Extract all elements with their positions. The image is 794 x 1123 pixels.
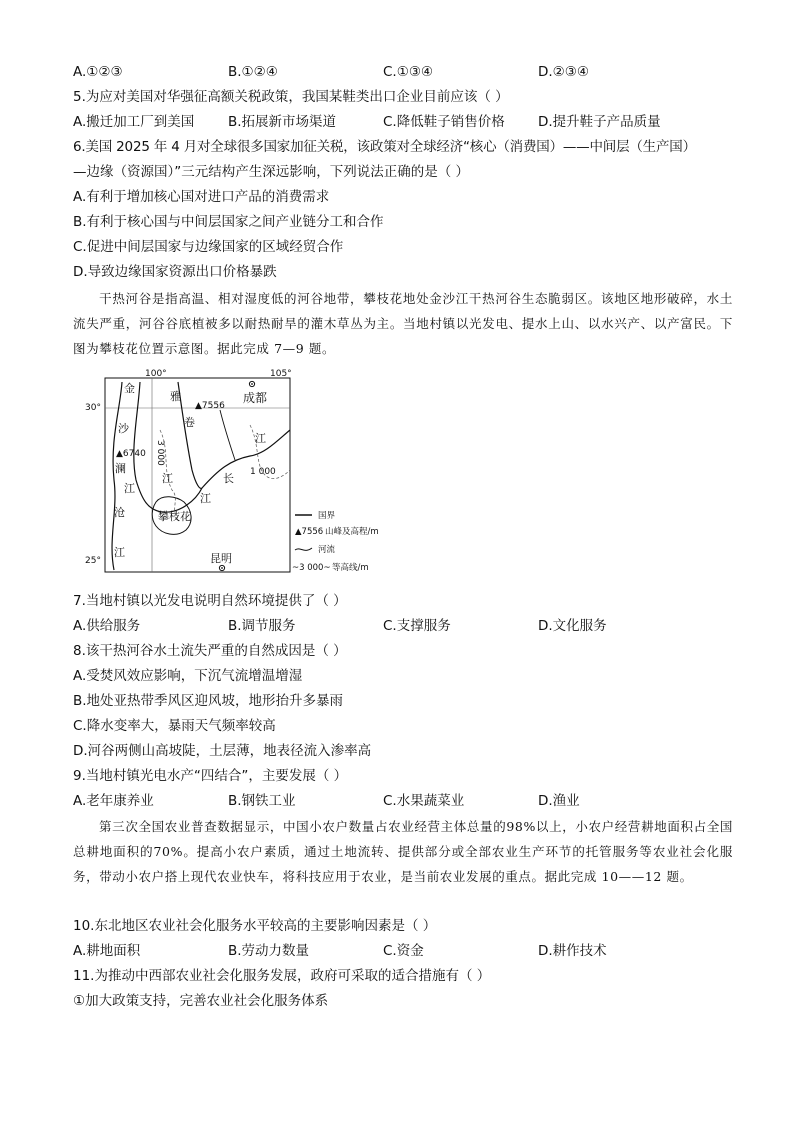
river-lancang: [112, 382, 122, 570]
q4-option-a: A.①②③: [73, 64, 123, 80]
peak-6740: ▲6740: [116, 449, 146, 459]
lat-label-30: 30°: [85, 403, 101, 413]
q4-option-d: D.②③④: [538, 64, 589, 80]
legend-peak: 山峰及高程/m: [325, 527, 379, 537]
river-char-sha: 沙: [118, 422, 129, 435]
label-kunming: 昆明: [210, 552, 232, 565]
q5-option-a: A.搬迁加工厂到美国: [73, 114, 195, 130]
passage-panzhihua: [73, 286, 733, 361]
q11-stem: 11.为推动中西部农业社会化服务发展，政府可采取的适合措施有（ ）: [73, 968, 491, 984]
q6-option-b: B.有利于核心国与中间层国家之间产业链分工和合作: [73, 214, 384, 230]
river-char-lan: 澜: [115, 462, 126, 475]
q10-option-b: B.劳动力数量: [228, 943, 310, 959]
panzhihua-location-map: [85, 369, 400, 580]
river-jinsha: [134, 382, 202, 512]
river-tributary: [220, 410, 235, 460]
q9-option-b: B.钢铁工业: [228, 793, 296, 809]
legend-contour: 等高线/m: [332, 563, 369, 573]
river-yalong: [178, 382, 202, 488]
q8-option-a: A.受焚风效应影响，下沉气流增温增湿: [73, 668, 303, 684]
q4-option-b: B.①②④: [228, 64, 278, 80]
river-char-ya: 雅: [170, 390, 181, 403]
q6-stem-line2: —边缘（资源国）”三元结构产生深远影响，下列说法正确的是（ ）: [73, 164, 470, 180]
passage-agriculture-text: 第三次全国农业普查数据显示，中国小农户数量占农业经营主体总量的98%以上，小农户经营耕地面积占全国总耕地面积的70%。提高小农户素质，通过土地流转、提供部分或全部农业生产环节的托管服务等农业社会化服务，带动小农户搭上现代农业快车，将科技应用于农业，是当前农业发展的重点。据此完成 10——12 题。: [73, 819, 733, 884]
legend-peak-symbol: ▲7556: [295, 527, 324, 537]
river-char-juan: 卷: [184, 416, 195, 429]
q6-stem-line1: 6.美国 2025 年 4 月对全球很多国家加征关税，该政策对全球经济“核心（消费国）——中间层（生产国）: [73, 139, 696, 155]
lon-label-100: 100°: [145, 369, 167, 379]
q9-option-a: A.老年康养业: [73, 793, 154, 809]
passage-panzhihua-text: 干热河谷是指高温、相对湿度低的河谷地带，攀枝花地处金沙江干热河谷生态脆弱区。该地区地形破碎，水土流失严重，河谷谷底植被多以耐热耐旱的灌木草丛为主。当地村镇以光发电、提水上山、以水兴产、以产富民。下图为攀枝花位置示意图。据此完成 7—9 题。: [73, 291, 733, 356]
river-char-jiang5: 江: [162, 472, 173, 485]
legend-river-symbol: [295, 548, 312, 550]
q9-stem: 9.当地村镇光电水产“四结合”，主要发展（ ）: [73, 768, 348, 784]
river-char-jin: 金: [124, 382, 135, 395]
q9-option-c: C.水果蔬菜业: [383, 793, 465, 809]
q7-option-c: C.支撑服务: [383, 618, 451, 634]
q10-stem: 10.东北地区农业社会化服务水平较高的主要影响因素是（ ）: [73, 918, 437, 934]
q5-option-d: D.提升鞋子产品质量: [538, 114, 661, 130]
contour-label-3000: 3 000: [155, 440, 165, 466]
legend-boundary: 国界: [318, 511, 336, 521]
q5-stem: 5.为应对美国对华强征高额关税政策，我国某鞋类出口企业目前应该（ ）: [73, 89, 509, 105]
q7-option-d: D.文化服务: [538, 618, 607, 634]
legend-contour-symbol: ~3 000~: [292, 563, 331, 573]
q10-option-a: A.耕地面积: [73, 943, 141, 959]
river-char-chang: 长: [223, 472, 234, 485]
contour-label-1000: 1 000: [250, 467, 276, 477]
q9-option-d: D.渔业: [538, 793, 580, 809]
q10-option-c: C.资金: [383, 943, 424, 959]
q6-option-d: D.导致边缘国家资源出口价格暴跌: [73, 264, 277, 280]
q6-option-c: C.促进中间层国家与边缘国家的区域经贸合作: [73, 239, 344, 255]
q8-option-d: D.河谷两侧山高坡陡，土层薄，地表径流入渗率高: [73, 743, 372, 759]
q8-option-c: C.降水变率大，暴雨天气频率较高: [73, 718, 276, 734]
river-char-jiang3: 江: [255, 432, 266, 445]
lon-label-105: 105°: [270, 369, 292, 379]
q4-option-c: C.①③④: [383, 64, 434, 80]
label-chengdu: 成都: [243, 391, 268, 405]
river-char-cang: 沧: [114, 506, 125, 519]
q5-option-b: B.拓展新市场渠道: [228, 114, 337, 130]
river-char-jiang2: 江: [114, 546, 125, 559]
q10-option-d: D.耕作技术: [538, 943, 607, 959]
q8-stem: 8.该干热河谷水土流失严重的自然成因是（ ）: [73, 643, 347, 659]
river-char-jiang1: 江: [124, 482, 135, 495]
q11-item-1: ①加大政策支持，完善农业社会化服务体系: [73, 993, 329, 1009]
river-changjiang: [202, 430, 290, 488]
passage-agriculture: [73, 814, 733, 889]
label-panzhihua: 攀枝花: [158, 510, 191, 523]
q6-option-a: A.有利于增加核心国对进口产品的消费需求: [73, 189, 330, 205]
q7-option-a: A.供给服务: [73, 618, 141, 634]
q7-option-b: B.调节服务: [228, 618, 296, 634]
legend-river: 河流: [318, 545, 336, 555]
q8-option-b: B.地处亚热带季风区迎风坡，地形抬升多暴雨: [73, 693, 344, 709]
q5-option-c: C.降低鞋子销售价格: [383, 114, 505, 130]
river-char-jiang4: 江: [200, 492, 211, 505]
lat-label-25: 25°: [85, 556, 101, 566]
q7-stem: 7.当地村镇以光发电说明自然环境提供了（ ）: [73, 593, 347, 609]
peak-7556: ▲7556: [195, 401, 225, 411]
